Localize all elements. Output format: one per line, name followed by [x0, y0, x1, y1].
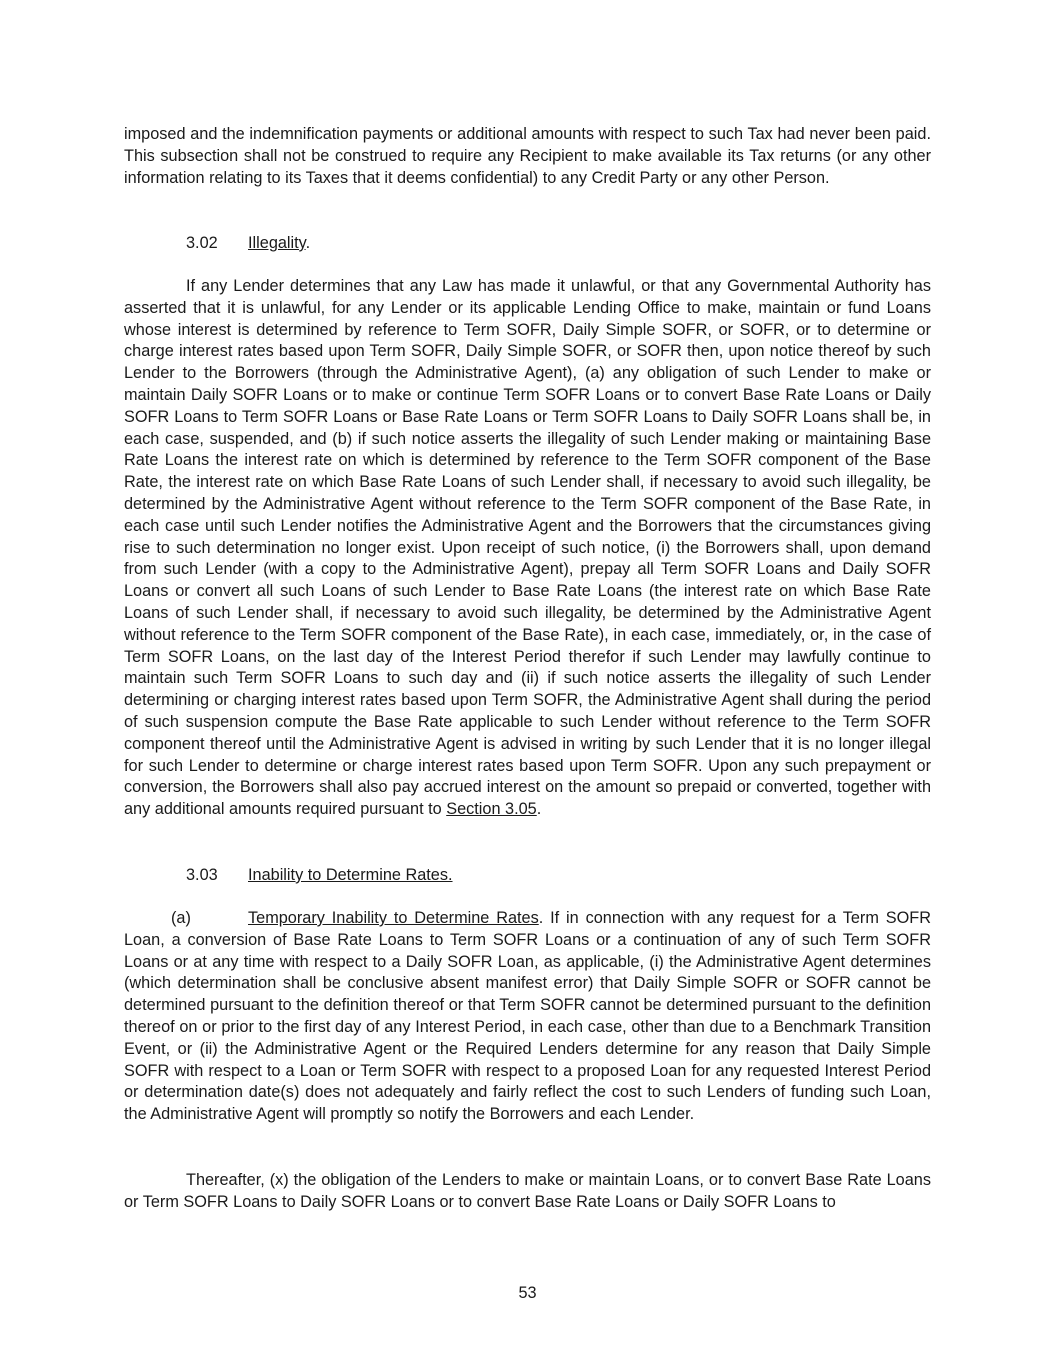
section-number: 3.03 — [186, 866, 218, 884]
section-3-05-link[interactable]: Section 3.05 — [446, 800, 537, 819]
illegality-body: If any Lender determines that any Law has made it unlawful, or that any Governmental Authority has asserted that it is unlawful, for any Lender or its applicable Lending Office to make, maintain or fund Loans whose interest is determined by reference to Term SOFR, Daily Simple SOFR, or SOFR, or to determine or charge interest rates based upon Term SOFR, Daily Simple SOFR, or SOFR then, upon notice thereof by such Lender to the Borrowers (through the Administrative Agent), (a) any obligation of such Lender to make or maintain Daily SOFR Loans or to make or continue Term SOFR Loans or to convert Base Rate Loans or Daily SOFR Loans to Term SOFR Loans or Base Rate Loans or Term SOFR Loans to Daily SOFR Loans shall be, in each case, suspended, and (b) if such notice asserts the illegality of such Lender making or maintaining Base Rate Loans the interest rate on which is determined by reference to the Term SOFR component of the Base Rate, the interest rate on which Base Rate Loans of such Lender shall, if necessary to avoid such illegality, be determined by the Administrative Agent without reference to the Term SOFR component of the Base Rate, in each case until such Lender notifies the Administrative Agent and the Borrowers that the circumstances giving rise to such determination no longer exist. Upon receipt of such notice, (i) the Borrowers shall, upon demand from such Lender (with a copy to the Administrative Agent), prepay all Term SOFR Loans and Daily SOFR Loans or convert all such Loans of such Lender to Base Rate Loans (the interest rate on which Base Rate Loans of such Lender shall, if necessary to avoid such illegality, be determined by the Administrative Agent without reference to the Term SOFR component of the Base Rate), in each case, immediately, or, in the case of Term SOFR Loans, on the last day of the Interest Period therefor if such Lender may lawfully continue to maintain such Term SOFR Loans to such day and (ii) if such notice asserts the illegality of such Lender determining or charging interest rates based upon Term SOFR, the Administrative Agent shall during the period of such suspension compute the Base Rate applicable to such Lender without reference to the Term SOFR component thereof until the Administrative Agent is advised in writing by such Lender that it is no longer illegal for such Lender to determine or charge interest rates based upon Term SOFR. Upon any such prepayment or conversion, the Borrowers shall also pay accrued interest on the amount so prepaid or converted, together with any additional amounts required pursuant to — [124, 277, 931, 819]
subsection-label: (a) — [171, 909, 191, 927]
section-3-03-heading — [186, 865, 453, 887]
section-number: 3.02 — [186, 234, 218, 252]
section-title: Inability to Determine Rates. — [248, 866, 453, 884]
intro-paragraph: imposed and the indemnification payments or additional amounts with respect to such Tax had never been paid. This subsection shall not be construed to require any Recipient to make available its Tax returns (or any other information relating to its Taxes that it deems confidential) to any Credit Party or any other Person. — [124, 125, 931, 187]
subsection-body: . If in connection with any request for a Term SOFR Loan, a conversion of Base Rate Loans to Term SOFR Loans or a continuation of any of such Term SOFR Loans or at any time with respect to a Daily SOFR Loan, as applicable, (i) the Administrative Agent determines (which determination shall be conclusive absent manifest error) that Daily Simple SOFR or SOFR cannot be determined pursuant to the definition thereof or that Term SOFR cannot be determined pursuant to the definition thereof on or prior to the first day of any Interest Period, in each case, other than due to a Benchmark Transition Event, or (ii) the Administrative Agent or the Required Lenders determine for any reason that Daily Simple SOFR with respect to a Loan or Term SOFR with respect to a proposed Loan for any requested Interest Period or determination date(s) does not adequately and fairly reflect the cost to such Lenders of funding such Loan, the Administrative Agent will promptly so notify the Borrowers and each Lender. — [124, 909, 931, 1124]
section-title-period: . — [305, 234, 311, 252]
thereafter-paragraph: Thereafter, (x) the obligation of the Lenders to make or maintain Loans, or to convert Base Rate Loans or Term SOFR Loans to Daily SOFR Loans or to convert Base Rate Loans or Daily SOFR Loans to — [124, 1171, 931, 1211]
page-number: 53 — [518, 1284, 537, 1302]
subsection-a-paragraph — [124, 908, 931, 1126]
illegality-end: . — [536, 800, 542, 819]
subsection-title: Temporary Inability to Determine Rates — [248, 909, 539, 927]
section-3-02-heading — [186, 233, 310, 255]
section-title: Illegality — [248, 234, 306, 252]
illegality-paragraph — [124, 276, 931, 821]
